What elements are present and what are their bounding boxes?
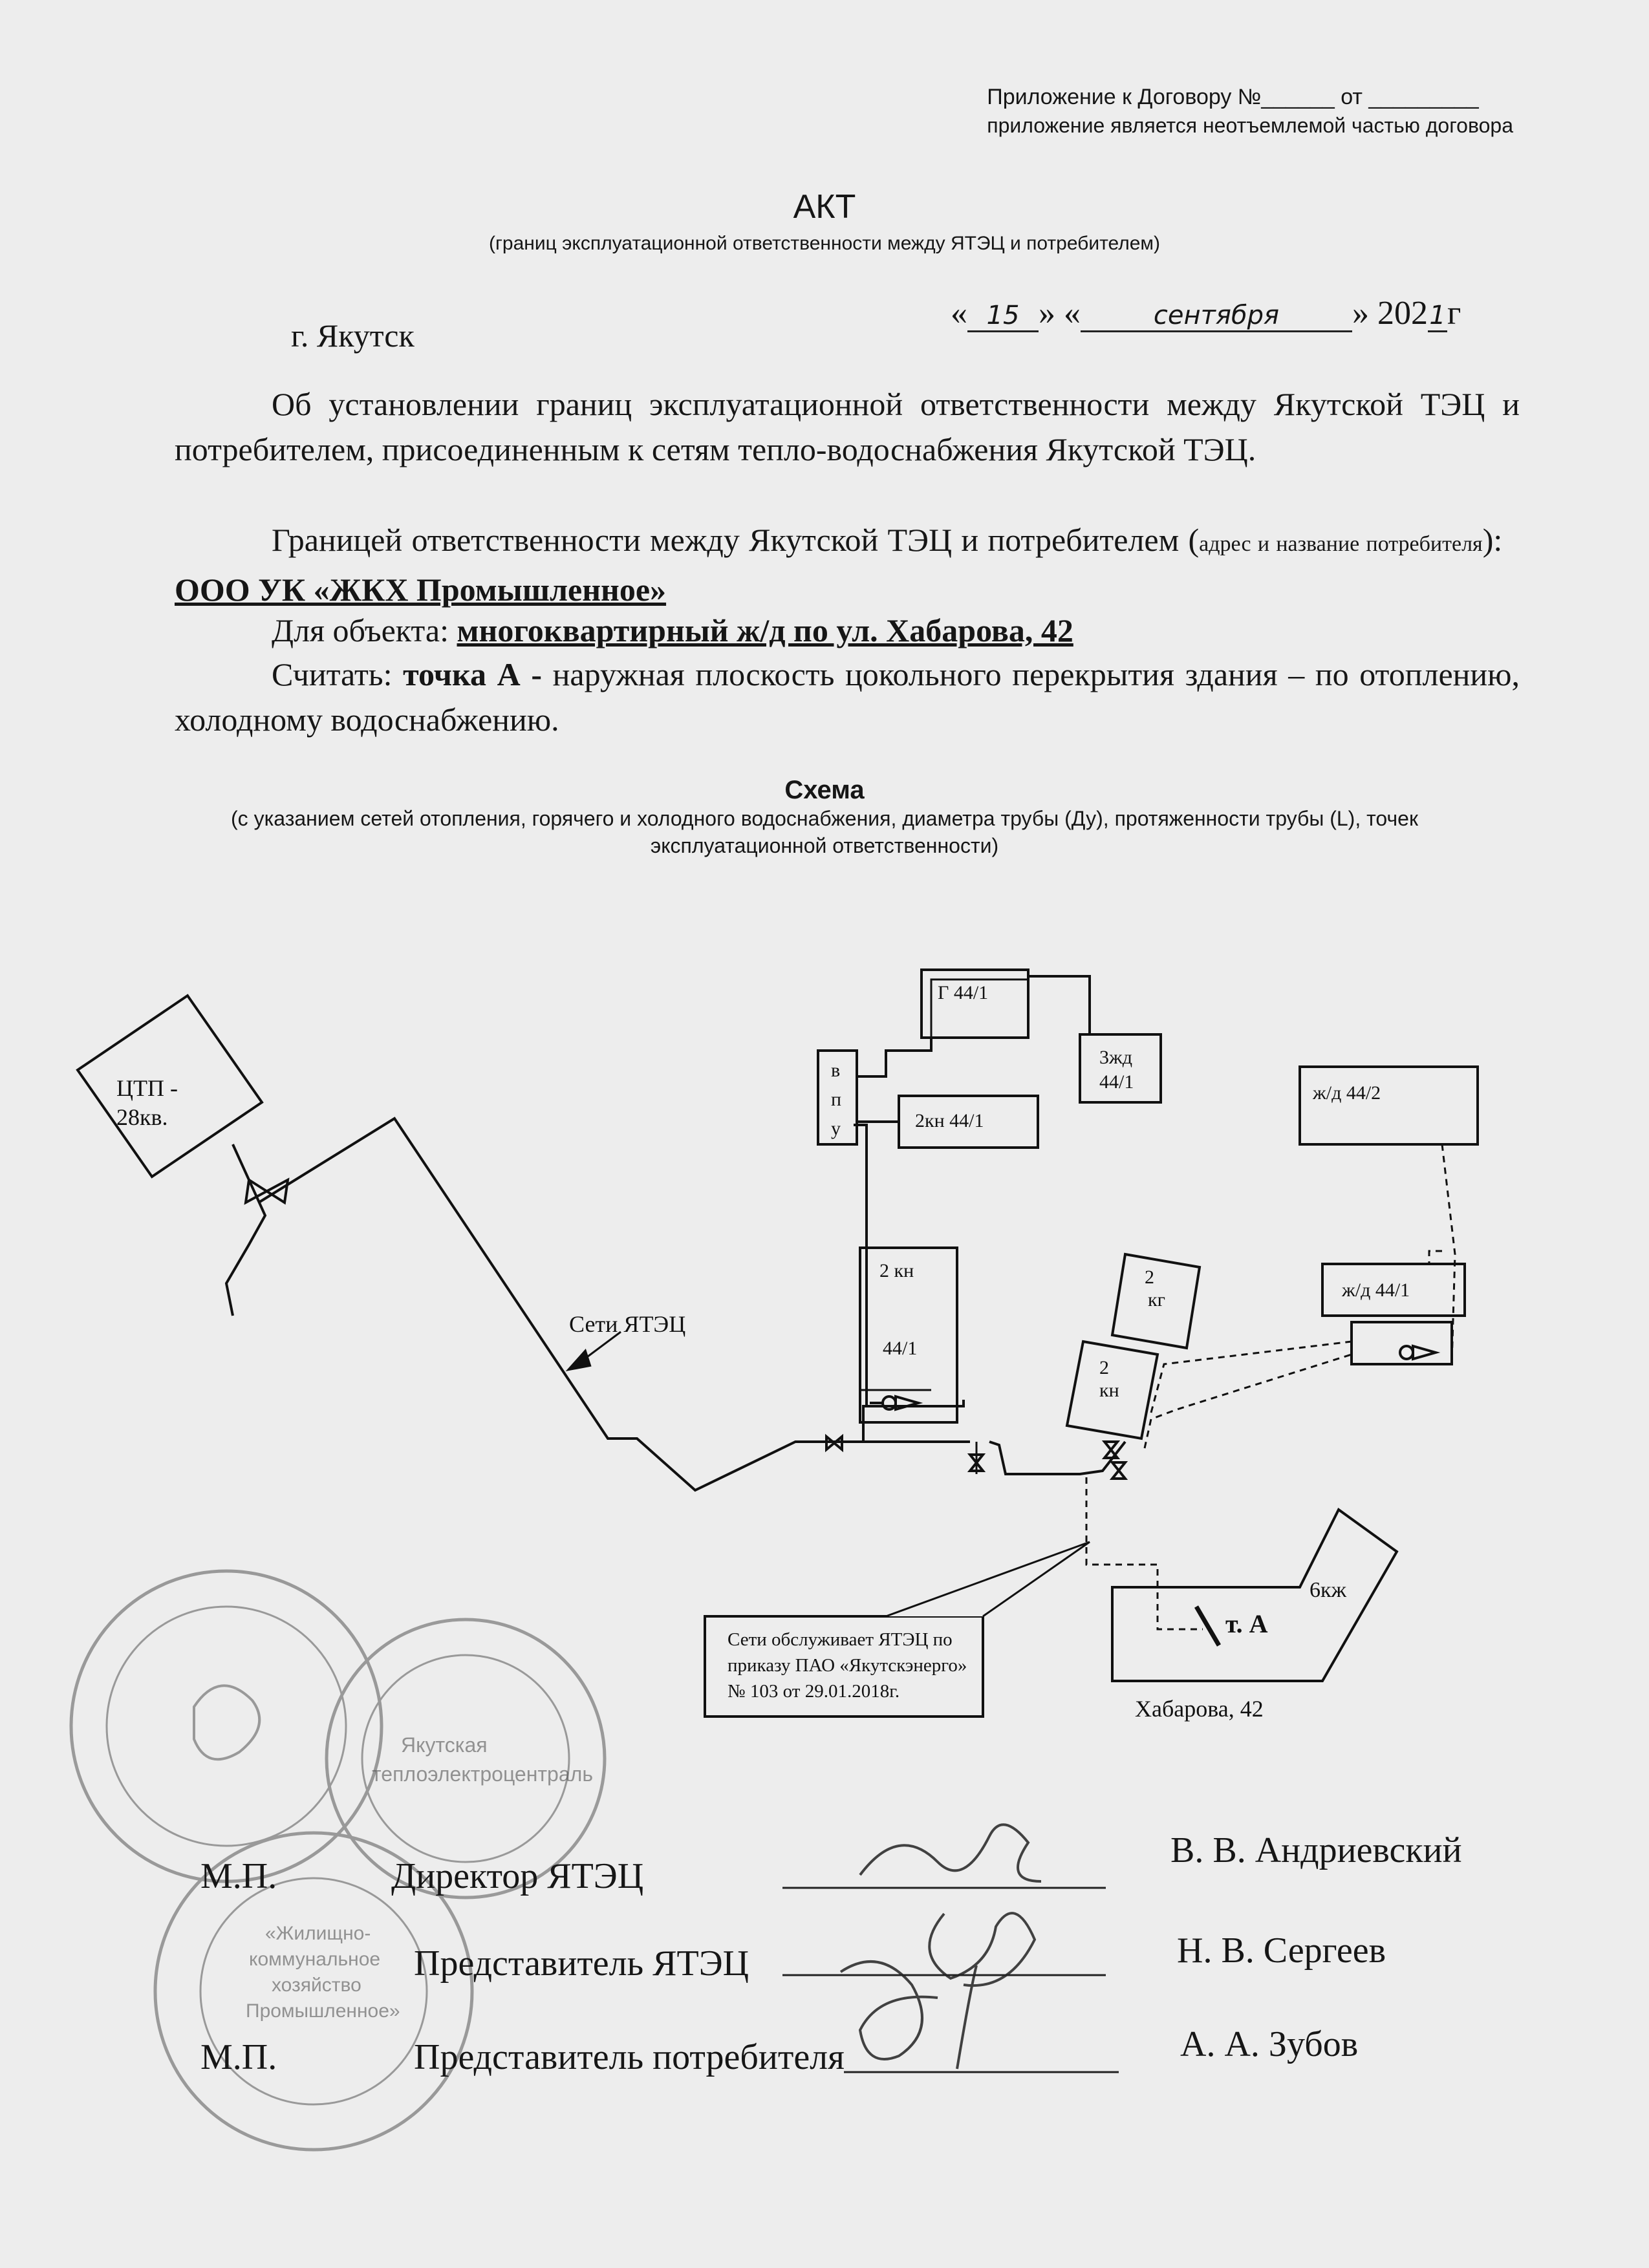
signature-1 bbox=[860, 1824, 1041, 1881]
meter-2-arrow bbox=[1413, 1346, 1436, 1359]
dashed-zhd442 bbox=[1442, 1144, 1455, 1364]
point-label: точка А - bbox=[403, 656, 543, 692]
consumer-hint: адрес и название потребителя bbox=[1199, 532, 1483, 556]
pipe-ctp-branch bbox=[226, 1144, 265, 1316]
label-g441: Г 44/1 bbox=[938, 982, 989, 1003]
date-year-unit: г bbox=[1447, 295, 1461, 332]
document-title: АКТ bbox=[793, 188, 856, 226]
scheme-subtitle: (с указанием сетей отопления, горячего и холодного водоснабжения, диаметра трубы (Ду), протяженности трубы (L), точек эксплуатационной ответственности) bbox=[231, 807, 1418, 857]
name-consumer-rep: А. А. Зубов bbox=[1180, 2024, 1359, 2064]
stamp-2-center-1: Якутская bbox=[401, 1733, 488, 1757]
label-khabarova: Хабарова, 42 bbox=[1135, 1696, 1264, 1722]
role-consumer-rep: Представитель потребителя bbox=[414, 2037, 845, 2077]
object-label: Для объекта: bbox=[272, 612, 449, 648]
appendix-line-2: приложение является неотъемлемой частью договора bbox=[987, 114, 1513, 137]
stamp-3-center-3: хозяйство bbox=[272, 1974, 361, 1996]
label-seti: Сети ЯТЭЦ bbox=[569, 1311, 686, 1337]
label-ctp-1: ЦТП - bbox=[116, 1075, 178, 1101]
label-point-a: т. А bbox=[1225, 1609, 1268, 1638]
label-zhd442: ж/д 44/2 bbox=[1313, 1082, 1381, 1104]
point-a-mark bbox=[1196, 1607, 1219, 1645]
city: г. Якутск bbox=[291, 317, 415, 354]
callout-pointer bbox=[886, 1542, 1090, 1616]
appendix-line-1: Приложение к Договору №______ от _________ bbox=[987, 85, 1479, 109]
label-note-3: № 103 от 29.01.2018г. bbox=[727, 1681, 900, 1702]
dashed-to-zhd441 bbox=[1145, 1354, 1352, 1448]
dashed-to-zhd441-b bbox=[1151, 1342, 1352, 1413]
mp-1: М.П. bbox=[200, 1856, 277, 1896]
consider-label: Считать: bbox=[272, 656, 393, 692]
pipe-vpu-g bbox=[857, 1038, 931, 1076]
building-khabarova bbox=[1112, 1510, 1397, 1681]
role-ytec-rep: Представитель ЯТЭЦ bbox=[414, 1943, 749, 1984]
zhd442-box bbox=[1300, 1067, 1478, 1144]
label-kg2-a: 2 bbox=[1145, 1267, 1154, 1288]
date-year-suffix: 1 bbox=[1428, 301, 1447, 332]
label-kn2-tall-b: 44/1 bbox=[883, 1338, 918, 1359]
label-note-1: Сети обслуживает ЯТЭЦ по bbox=[727, 1629, 953, 1650]
stamp-3-center-4: Промышленное» bbox=[246, 2000, 400, 2022]
paragraph-2-text: Границей ответственности между Якутской ТЭЦ и потребителем bbox=[272, 522, 1180, 558]
document-subtitle: (границ эксплуатационной ответственности между ЯТЭЦ и потребителем) bbox=[488, 233, 1161, 254]
label-zhd3-1: 3жд bbox=[1099, 1047, 1132, 1068]
signature-3 bbox=[841, 1962, 938, 2059]
stamp-2-inner bbox=[362, 1655, 569, 1862]
mp-2: М.П. bbox=[200, 2037, 277, 2077]
pipe-g-3zhd bbox=[1028, 976, 1090, 1034]
seti-arrow-head bbox=[569, 1351, 590, 1369]
valve-ctp bbox=[246, 1180, 288, 1203]
date-month: сентября bbox=[1081, 301, 1352, 332]
stamp-3-center-2: коммунальное bbox=[249, 1949, 381, 1970]
label-kn2-lower-a: 2 bbox=[1099, 1357, 1109, 1378]
document-date: « 15 » « сентября » 2021г bbox=[951, 295, 1461, 332]
label-ctp-2: 28кв. bbox=[116, 1104, 168, 1130]
label-zhd441: ж/д 44/1 bbox=[1342, 1279, 1410, 1301]
label-note-2: приказу ПАО «Якутскэнерго» bbox=[727, 1655, 967, 1676]
stamp-2-center-2: теплоэлектроцентраль bbox=[372, 1762, 593, 1786]
dashed-to-point-a bbox=[1086, 1477, 1203, 1629]
valve-junction-2 bbox=[1105, 1442, 1117, 1458]
label-kn2-lower-b: кн bbox=[1099, 1380, 1119, 1401]
scheme-title: Схема bbox=[784, 776, 865, 804]
role-director: Директор ЯТЭЦ bbox=[391, 1856, 644, 1896]
stamp-1-inner bbox=[107, 1607, 346, 1846]
label-vpu-p: п bbox=[831, 1089, 842, 1110]
label-kn2-tall-a: 2 кн bbox=[879, 1260, 914, 1281]
paragraph-2: Границей ответственности между Якутской ТЭЦ и потребителем (адрес и название потребителя): ООО УК «ЖКХ Промышленное» bbox=[175, 522, 1520, 608]
date-day: 15 bbox=[967, 301, 1039, 332]
signature-stroke bbox=[957, 1965, 976, 2069]
date-year-prefix: 202 bbox=[1377, 295, 1428, 332]
name-ytec-rep: Н. В. Сергеев bbox=[1177, 1931, 1386, 1971]
stamp-1-emblem bbox=[194, 1685, 259, 1759]
paragraph-1-text: Об установлении границ эксплуатационной ответственности между Якутской ТЭЦ и потребителем, присоединенным к сетям тепло-водоснабжения Якутской ТЭЦ. bbox=[175, 386, 1520, 467]
name-director: В. В. Андриевский bbox=[1170, 1830, 1462, 1870]
label-kn2-441: 2кн 44/1 bbox=[915, 1110, 984, 1131]
label-kzh6: 6кж bbox=[1310, 1578, 1347, 1602]
point-description: наружная плоскость цокольного перекрытия здания – по отоплению, холодному водоснабжению. bbox=[175, 656, 1520, 738]
label-vpu-u: у bbox=[831, 1118, 841, 1139]
label-vpu-v: в bbox=[831, 1060, 841, 1081]
label-zhd3-2: 44/1 bbox=[1099, 1071, 1134, 1093]
consumer-name: ООО УК «ЖКХ Промышленное» bbox=[175, 572, 667, 608]
stamp-3-center-1: «Жилищно- bbox=[265, 1923, 371, 1944]
meter-2 bbox=[1400, 1346, 1413, 1359]
label-kg2-b: кг bbox=[1148, 1289, 1165, 1311]
object-name: многоквартирный ж/д по ул. Хабарова, 42 bbox=[457, 612, 1073, 648]
dashed-zhd441-top bbox=[1429, 1251, 1442, 1264]
valve-junction-3 bbox=[1112, 1462, 1125, 1479]
